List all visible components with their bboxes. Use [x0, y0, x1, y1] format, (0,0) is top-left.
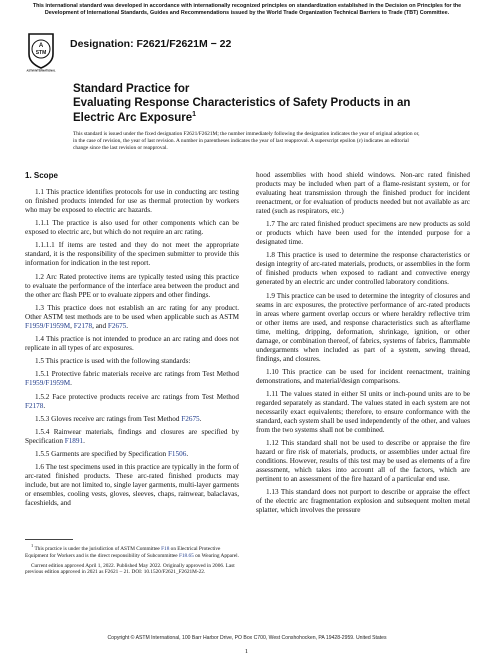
footnote-edition: Current edition approved April 1, 2022. Published May 2022. Originally approved in 2006. Last previous edition approved in 2021 as F2621 – 21. DOI: 10.1520/F2621_F2621M-22.	[25, 562, 235, 576]
footnote-1: $^1$ This practice is under the jurisdiction of ASTM Committee F18 on Electrical Protective Equipment for Workers and is the direct responsibility of Subcommittee F18.65 on Wearing Apparel.	[25, 543, 239, 559]
svg-text:STM: STM	[35, 50, 47, 56]
para-1-3: 1.3 This practice does not establish an arc rating for any product. Other ASTM test methods are to be used when applicable such as ASTM F1959/F1959M, F2178, and F2675.	[25, 303, 239, 330]
svg-text:A: A	[38, 43, 44, 49]
copyright-footer: Copyright © ASTM International, 100 Barr Harbor Drive, PO Box C700, West Conshohocken, PA 19428-2959. United States	[107, 635, 387, 641]
footnote-divider	[25, 539, 73, 540]
para-1-1-1-1: 1.1.1.1 If items are tested and they do not meet the appropriate standard, it is the responsibility of the specimen submitter to provide this information for indication in the test report.	[25, 241, 239, 268]
designation: Designation: F2621/F2621M − 22	[70, 38, 232, 50]
scope-heading: 1. Scope	[25, 171, 58, 180]
ref-link-f2675[interactable]: F2675	[107, 321, 127, 330]
ref-link-f1959[interactable]: F1959/F1959M	[25, 379, 71, 388]
title-line-2: Evaluating Response Characteristics of Safety Products in an Electric Arc Exposure$^1$	[73, 96, 411, 124]
left-column	[25, 171, 239, 512]
para-1-6-cont: hood assemblies with hood shield windows. Non-arc rated finished products may be included when part of a flame-resistant system, or for evaluating heat transmission through the finished product for incident reenactment, or for evaluation of products needed but not available as arc rated (such as respirators, etc.)	[256, 171, 470, 215]
right-column	[256, 171, 470, 520]
ref-link-f1891[interactable]: F1891	[64, 436, 84, 445]
ref-link-f2178[interactable]: F2178	[25, 401, 44, 410]
para-1-5: 1.5 This practice is used with the following standards:	[35, 357, 191, 366]
para-1-7: 1.7 The arc rated finished product specimens are new products as sold or products which have been used for the intended purpose for a designated time.	[256, 220, 470, 247]
para-1-13: 1.13 This standard does not purport to describe or appraise the effect of the electric arc fragmentation explosion and subsequent molten metal splatter, which involves the pressure	[256, 488, 470, 515]
para-1-8: 1.8 This practice is used to determine the response characteristics or design integrity of arc-rated materials, products, or assemblies in the form of finished products when exposed to radiant and convective energy generated by an electric arc under controlled laboratory conditions.	[256, 251, 470, 287]
para-1-4: 1.4 This practice is not intended to produce an arc rating and does not replicate in all types of arc exposures.	[25, 334, 239, 352]
page-number: 1	[244, 648, 249, 655]
para-1-5-2: 1.5.2 Face protective products receive arc ratings from Test Method F2178.	[25, 392, 239, 410]
para-1-9: 1.9 This practice can be used to determine the integrity of closures and seams in arc exposures, the protective performance of arc-rated products in areas where garment overlap occurs or where heraldry reflective trim or other items are used, and response characteristics such as afterflame time, melting, dripping, deformation, shrinkage, ignition, or other damage, or combination thereof, of fabrics, systems of fabrics, flammable undergarments when included as part of a system, sewing thread, findings, and closures.	[256, 291, 470, 363]
astm-logo-icon	[26, 32, 56, 72]
ref-link-f1506[interactable]: F1506	[167, 450, 187, 459]
title-line-1: Standard Practice for	[73, 83, 190, 95]
document-title	[73, 83, 433, 125]
ref-link-f2178[interactable]: F2178	[73, 321, 93, 330]
para-1-5-4: 1.5.4 Rainwear materials, findings and closures are specified by Specification F1891.	[25, 427, 239, 445]
para-1-1-1: 1.1.1 The practice is also used for other components which can be exposed to electric arc, but which do not require an arc rating.	[25, 219, 239, 237]
para-1-5-3: 1.5.3 Gloves receive arc ratings from Test Method F2675.	[35, 414, 202, 423]
title-footnote-mark[interactable]: 1	[192, 110, 197, 118]
para-1-12: 1.12 This standard shall not be used to describe or appraise the fire hazard or fire risk of materials, products, or assemblies under actual fire conditions. However, results of this test may be used as elements of a fire assessment, which takes into account all of the factors, which are pertinent to an assessment of the fire hazard of a particular end use.	[256, 439, 470, 484]
footnotes	[25, 543, 239, 579]
para-1-2: 1.2 Arc Rated protective items are typically tested using this practice to evaluate the performance of the interface area between the product and the other arc flash PPE or to evaluate zippers and other findings.	[25, 272, 239, 299]
issued-note: This standard is issued under the fixed designation F2621/F2621M; the number immediately following the designation indicates the year of original adoption or, in the case of revision, the year of last revision. A number in parentheses indicates the year of last reapproval. A superscript epsilon (ε) indicates an editorial change since the last revision or reapproval.	[73, 131, 420, 151]
svg-text:ASTM INTERNATIONAL: ASTM INTERNATIONAL	[26, 69, 56, 72]
ref-link-f2675[interactable]: F2675	[181, 414, 200, 423]
ref-link-f18[interactable]: F18	[161, 545, 170, 552]
para-1-10: 1.10 This practice can be used for incident reenactment, training demonstrations, and material/design comparisons.	[256, 367, 470, 385]
ref-link-f1959[interactable]: F1959/F1959M	[25, 321, 71, 330]
para-1-6: 1.6 The test specimens used in this practice are typically in the form of arc-rated finished products. These arc-rated finished products may include, but are not limited to, single layer garments, multi-layer garments or ensembles, cooling vests, gloves, sleeves, chaps, rainwear, balaclavas, faceshields, and	[25, 463, 239, 508]
para-1-11: 1.11 The values stated in either SI units or inch-pound units are to be regarded separately as standard. The values stated in each system are not necessarily exact equivalents; therefore, to ensure conformance with the standard, each system shall be used independently of the other, and values from the two systems shall not be combined.	[256, 389, 470, 434]
wto-notice: This international standard was developed in accordance with internationally recognized principles on standardization established in the Decision on Principles for the Development of International Standards, Guides and Recommendations issued by the World Trade Organization Technical Barriers to Trade (TBT) Committee.	[32, 3, 462, 17]
para-1-1: 1.1 This practice identifies protocols for use in conducting arc testing on finished products intended for use as thermal protection by workers who may be exposed to electric arc hazards.	[25, 188, 239, 214]
ref-link-f18-65[interactable]: F18.65	[178, 552, 194, 559]
para-1-5-5: 1.5.5 Garments are specified by Specification F1506.	[35, 450, 189, 459]
para-1-5-1: 1.5.1 Protective fabric materials receive arc ratings from Test Method F1959/F1959M.	[25, 370, 239, 388]
